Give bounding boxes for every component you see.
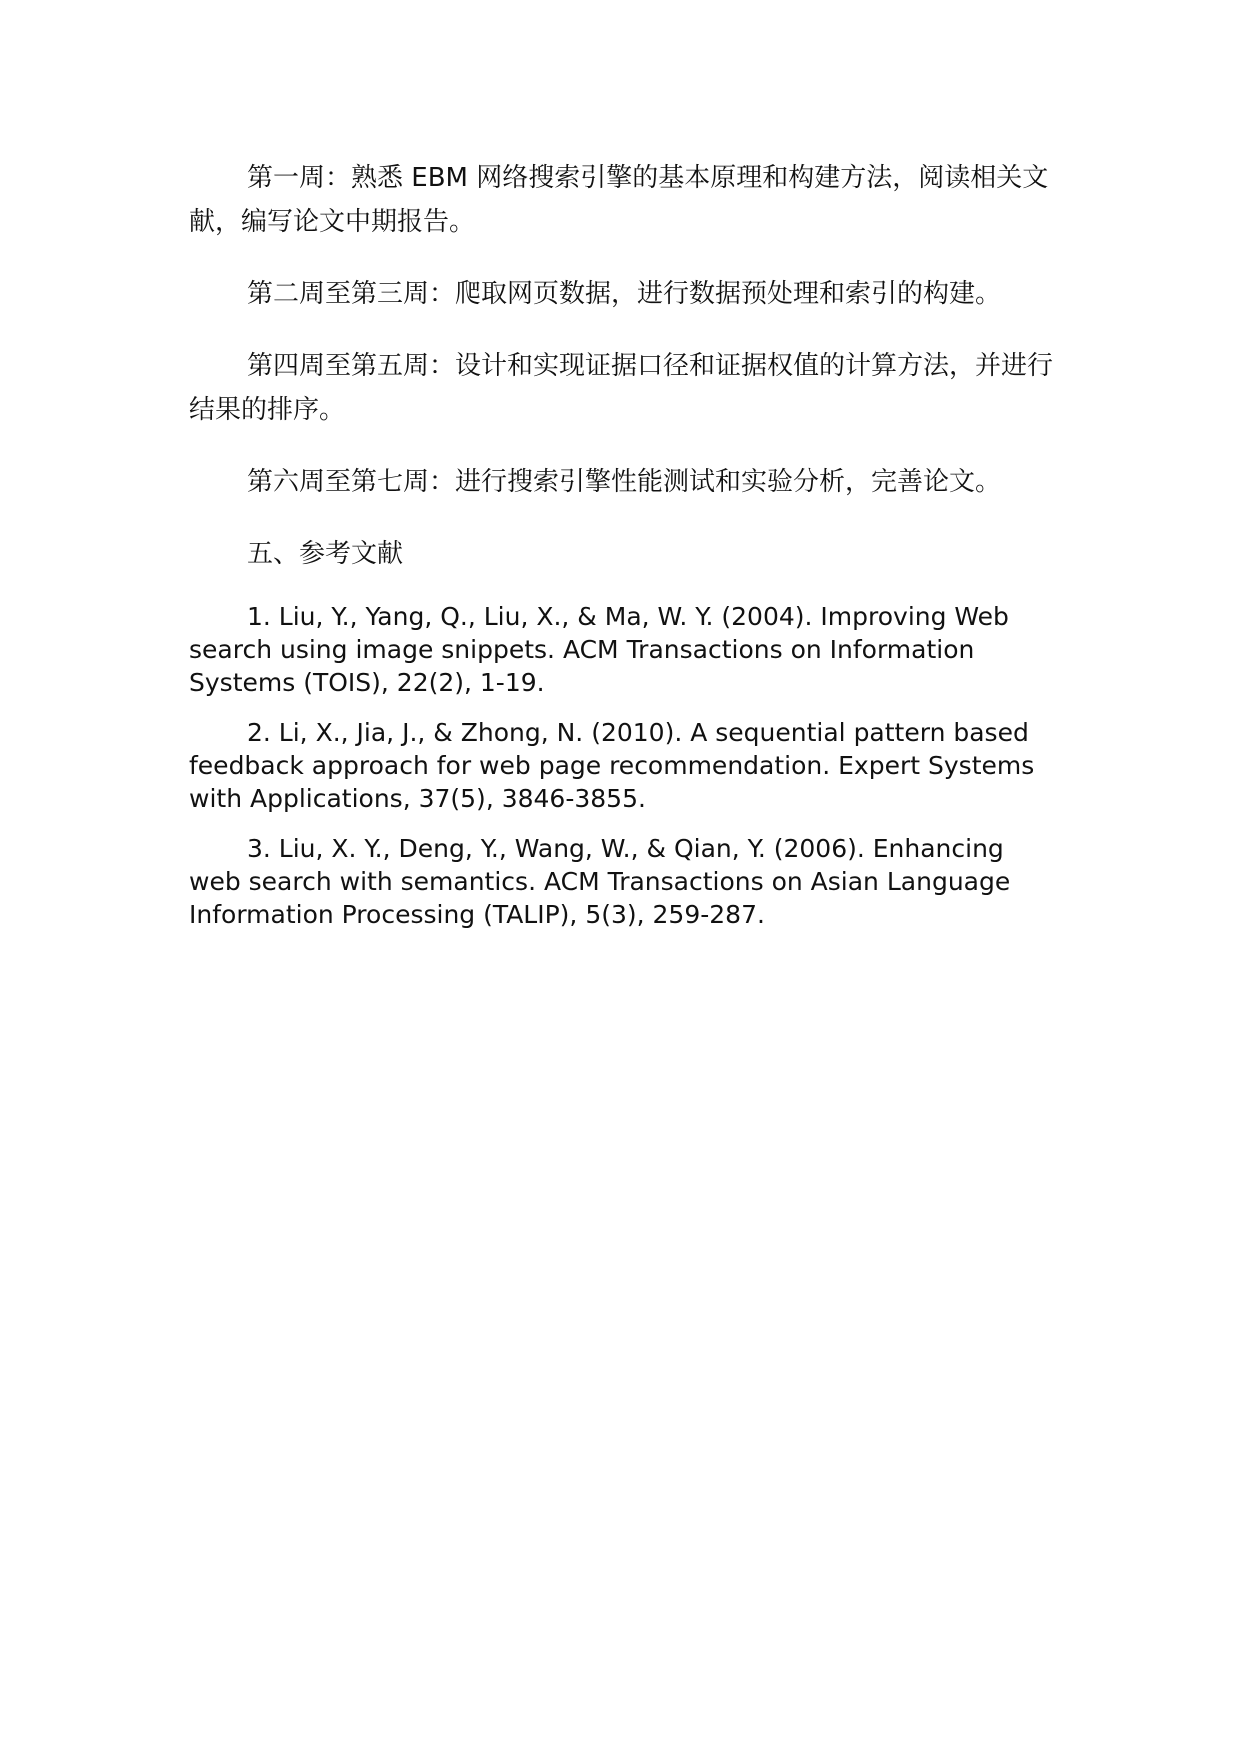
document-page [189, 156, 1059, 948]
schedule-week-2-3: 第二周至第三周：爬取网页数据，进行数据预处理和索引的构建。 [247, 279, 1002, 309]
schedule-week-6-7: 第六周至第七周：进行搜索引擎性能测试和实验分析，完善论文。 [247, 467, 1002, 497]
reference-item-1: 1. Liu, Y., Yang, Q., Liu, X., & Ma, W. Y. (2004). Improving Web search using image snippets. ACM Transactions on Information Systems (TOIS), 22(2), 1-19. [189, 602, 1009, 697]
schedule-week-4-5: 第四周至第五周：设计和实现证据口径和证据权值的计算方法，并进行结果的排序。 [189, 351, 1054, 425]
references-section [189, 532, 1059, 931]
reference-item-2: 2. Li, X., Jia, J., & Zhong, N. (2010). A sequential pattern based feedback approach for web page recommendation. Expert Systems with Applications, 37(5), 3846-3855. [189, 718, 1035, 813]
reference-item-3: 3. Liu, X. Y., Deng, Y., Wang, W., & Qian, Y. (2006). Enhancing web search with semantics. ACM Transactions on Asian Language Information Processing (TALIP), 5(3), 259-287. [189, 834, 1011, 929]
schedule-week-1: 第一周：熟悉 EBM 网络搜索引擎的基本原理和构建方法，阅读相关文献，编写论文中期报告。 [189, 163, 1049, 237]
references-heading: 五、参考文献 [247, 539, 404, 569]
schedule-section [189, 156, 1059, 504]
